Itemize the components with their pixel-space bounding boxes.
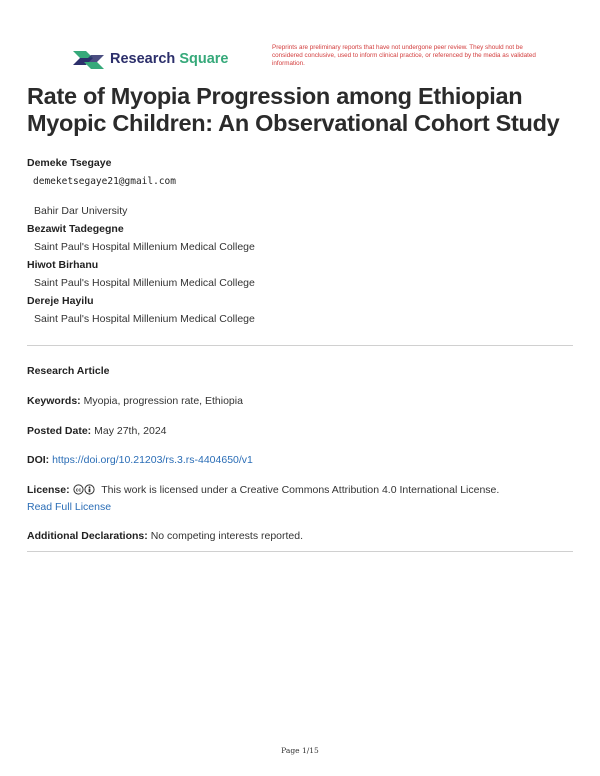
author-entry <box>27 154 587 220</box>
article-type <box>27 364 573 379</box>
keywords-row <box>27 394 573 409</box>
brand-name-part2: Square <box>179 51 229 67</box>
by-icon <box>84 485 93 494</box>
author-name: Dereje Hayilu <box>27 295 94 307</box>
author-email[interactable]: demeketsegaye21@gmail.com <box>33 176 176 187</box>
keywords-value: Myopia, progression rate, Ethiopia <box>83 395 243 407</box>
author-affiliation: Bahir Dar University <box>34 205 128 217</box>
svg-text:cc: cc <box>75 487 81 494</box>
divider-bottom <box>27 551 573 552</box>
brand-name-part1: Research <box>110 51 176 67</box>
read-full-license-link[interactable]: Read Full License <box>27 501 112 513</box>
author-name: Demeke Tsegaye <box>27 157 112 169</box>
preprint-notice: Preprints are preliminary reports that have not undergone peer review. They should not be considered conclusive, used to inform clinical practice, or referenced by the media as validated information. <box>272 44 536 67</box>
doi-row <box>27 453 573 468</box>
paper-title: Rate of Myopia Progression among Ethiopian Myopic Children: An Observational Cohort Study <box>27 83 560 136</box>
research-square-logo-icon <box>73 49 104 71</box>
license-label: License: <box>27 484 70 496</box>
author-list <box>27 154 587 328</box>
posted-date-row <box>27 424 573 439</box>
declarations-label: Additional Declarations: <box>27 530 148 542</box>
cc-icon <box>73 485 82 494</box>
brand-name[interactable] <box>110 51 229 67</box>
author-affiliation: Saint Paul's Hospital Millenium Medical College <box>34 313 255 325</box>
keywords-label: Keywords: <box>27 395 81 407</box>
license-row <box>27 483 573 515</box>
article-type-label: Research Article <box>27 365 110 377</box>
author-entry <box>27 256 587 292</box>
author-name: Hiwot Birhanu <box>27 259 99 271</box>
license-icons <box>73 484 95 500</box>
author-entry <box>27 292 587 328</box>
divider-top <box>27 345 573 346</box>
declarations-value: No competing interests reported. <box>150 530 304 542</box>
license-text: This work is licensed under a Creative Commons Attribution 4.0 International License. <box>101 484 500 496</box>
author-name: Bezawit Tadegegne <box>27 223 124 235</box>
posted-date-label: Posted Date: <box>27 425 92 437</box>
page-number: Page 1/15 <box>281 746 319 755</box>
posted-date-value: May 27th, 2024 <box>94 425 167 437</box>
author-entry <box>27 220 587 256</box>
author-affiliation: Saint Paul's Hospital Millenium Medical College <box>34 241 255 253</box>
page-header <box>0 0 600 80</box>
doi-link[interactable]: https://doi.org/10.21203/rs.3.rs-4404650/v1 <box>52 454 253 466</box>
author-affiliation: Saint Paul's Hospital Millenium Medical College <box>34 277 255 289</box>
declarations-row <box>27 529 573 544</box>
doi-label: DOI: <box>27 454 50 466</box>
